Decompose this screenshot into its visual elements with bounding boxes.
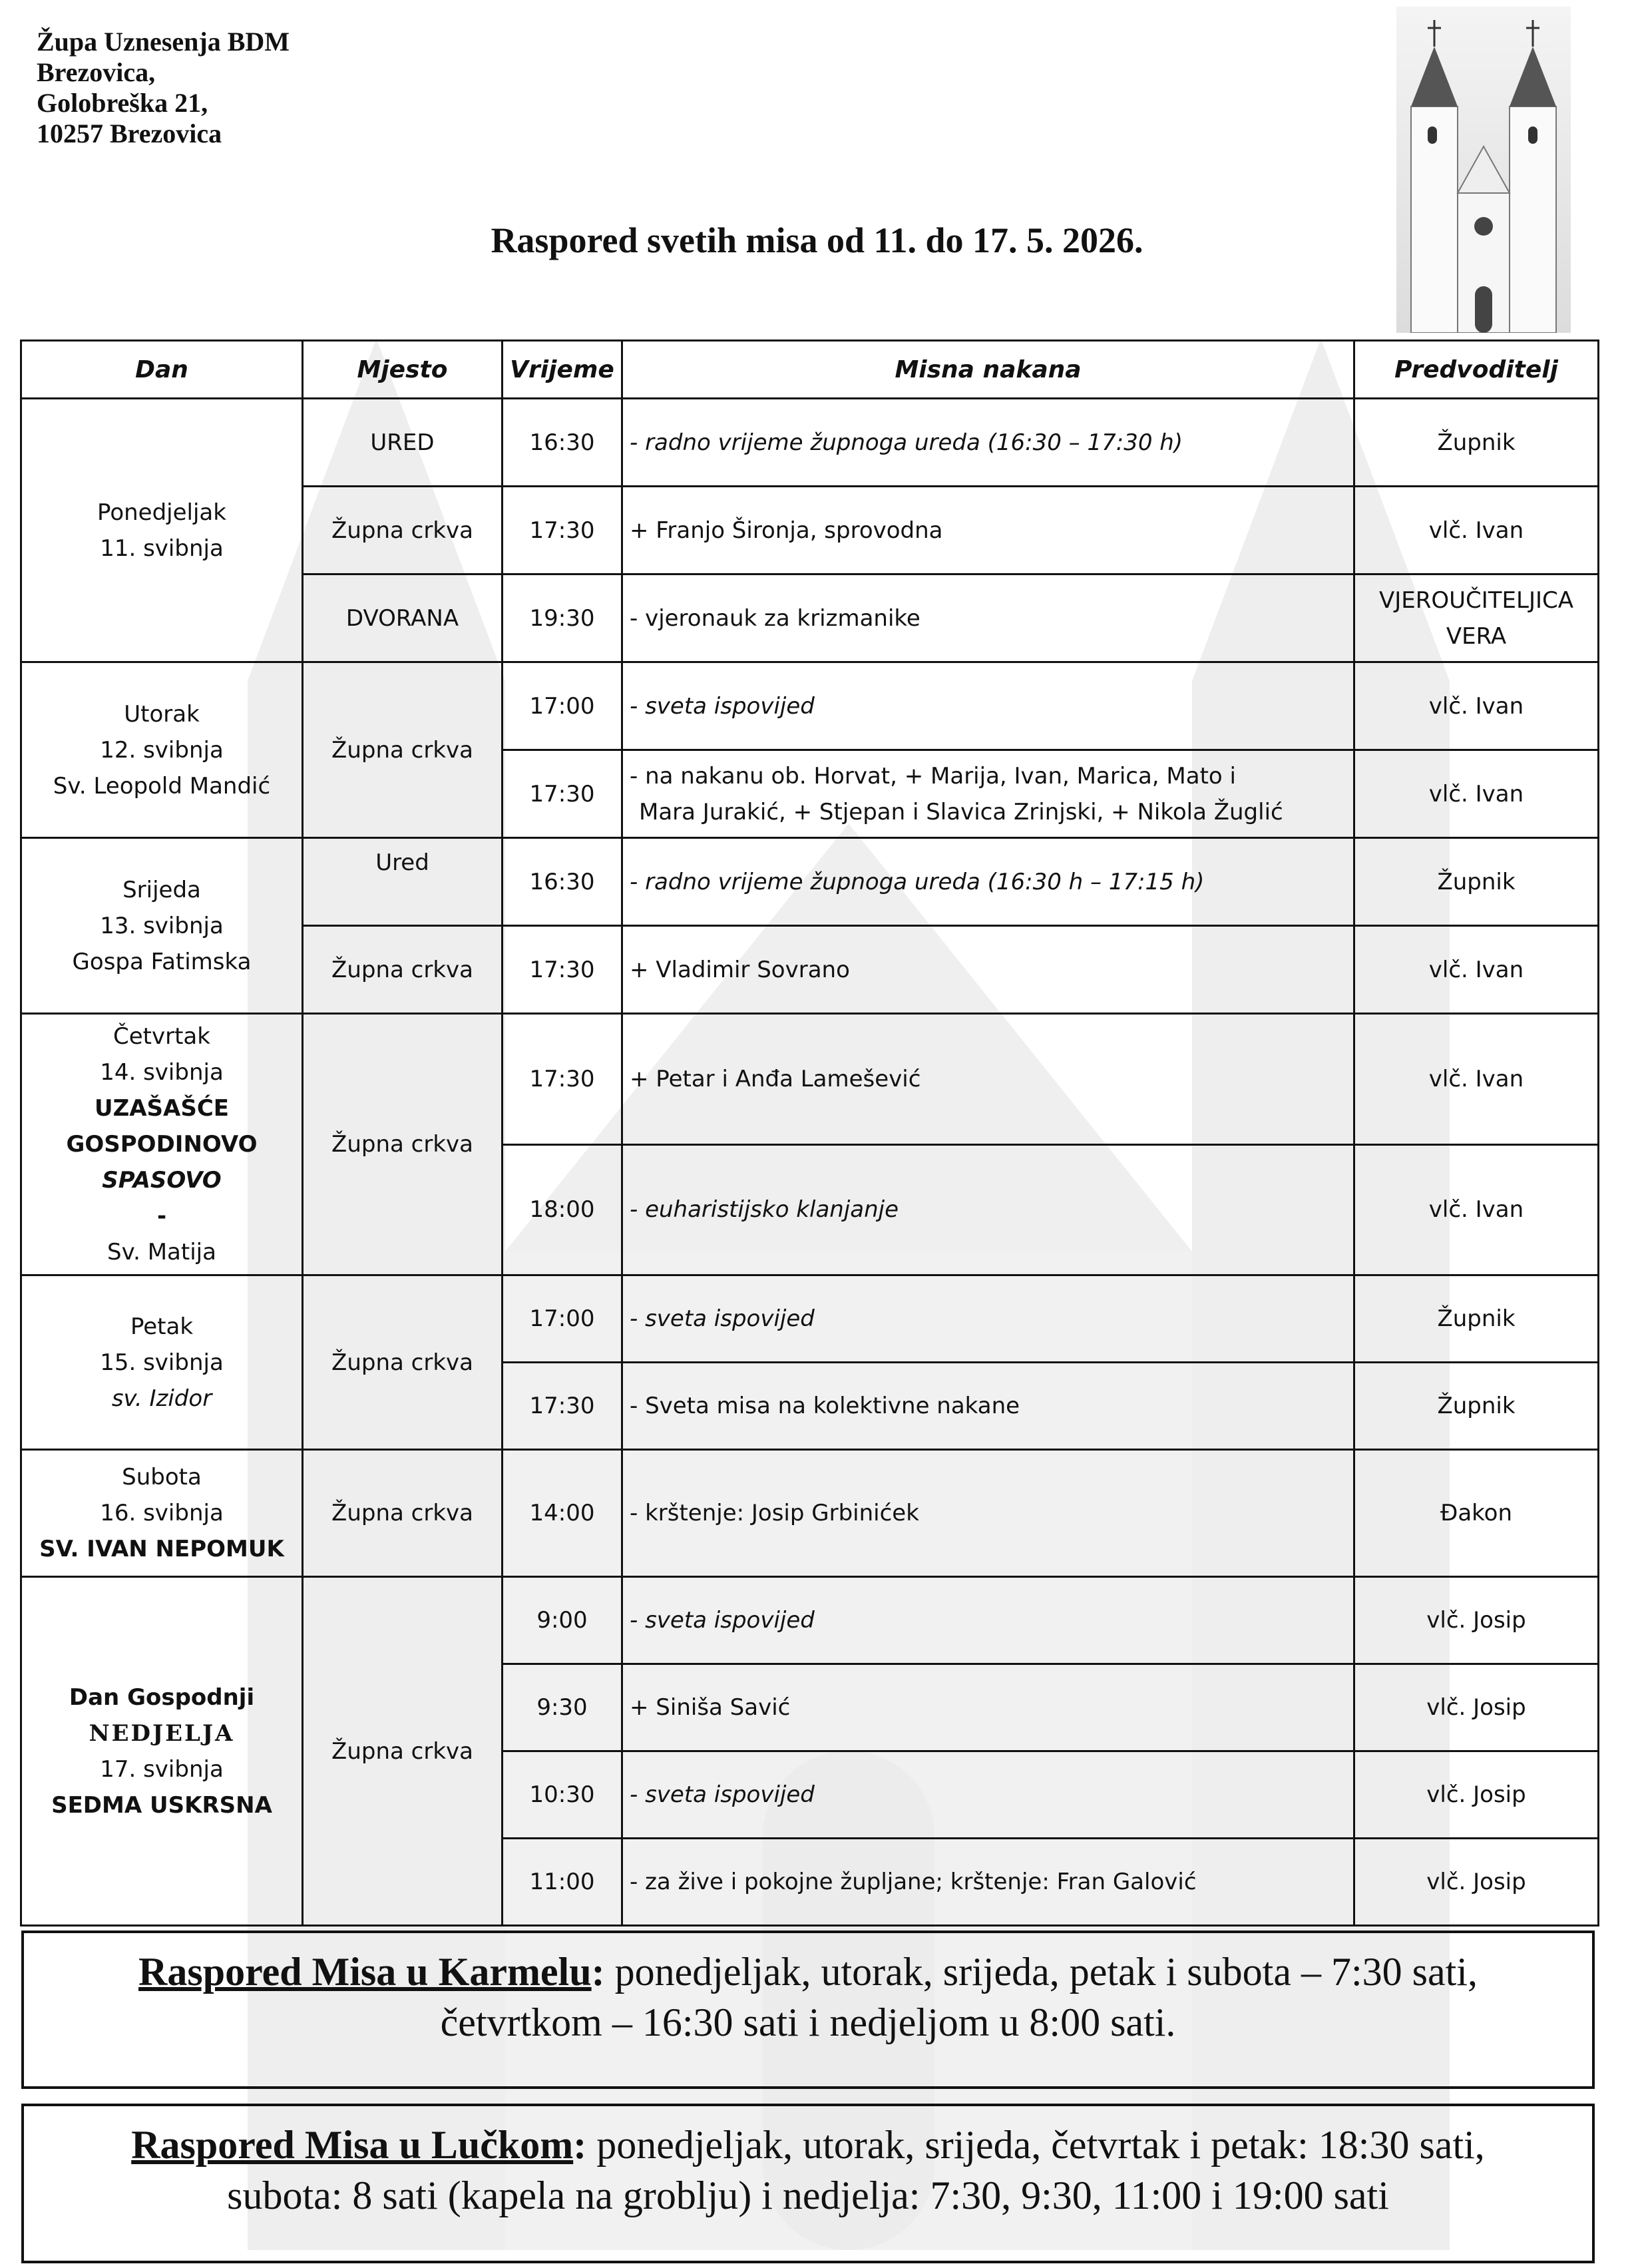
time-cell: 17:30 bbox=[503, 750, 622, 838]
intention-cell: + Vladimir Sovrano bbox=[622, 926, 1354, 1014]
feast-line: SPASOVO bbox=[102, 1167, 222, 1194]
leader-cell: vlč. Ivan bbox=[1354, 662, 1599, 750]
intention-cell: - sveta ispovijed bbox=[622, 1751, 1354, 1839]
leader-cell: vlč. Ivan bbox=[1354, 750, 1599, 838]
day-date: 14. svibnja bbox=[100, 1059, 224, 1086]
intention-cell: - vjeronauk za krizmanike bbox=[622, 574, 1354, 662]
lucko-line-1 bbox=[31, 2120, 1585, 2170]
intention-cell: - za žive i pokojne župljane; krštenje: Fran Galović bbox=[622, 1839, 1354, 1926]
intention-cell: + Petar i Anđa Lamešević bbox=[622, 1014, 1354, 1145]
leader-cell: vlč. Ivan bbox=[1354, 487, 1599, 574]
column-header-intention: Misna nakana bbox=[622, 341, 1354, 399]
column-header-day: Dan bbox=[21, 341, 303, 399]
time-cell: 17:30 bbox=[503, 487, 622, 574]
time-cell: 19:30 bbox=[503, 574, 622, 662]
day-saint: Sv. Matija bbox=[107, 1239, 216, 1265]
intention-cell: + Siniša Savić bbox=[622, 1664, 1354, 1751]
lucko-label: Raspored Misa u Lučkom bbox=[131, 2123, 574, 2167]
day-saint: Gospa Fatimska bbox=[72, 948, 252, 975]
leader-cell: vlč. Josip bbox=[1354, 1751, 1599, 1839]
leader-line: VERA bbox=[1446, 622, 1507, 650]
day-cell-tuesday bbox=[21, 662, 303, 838]
karmel-colon: : bbox=[591, 1950, 605, 1994]
place-cell: Župna crkva bbox=[303, 1275, 503, 1450]
intention-cell: - Sveta misa na kolektivne nakane bbox=[622, 1363, 1354, 1450]
table-row bbox=[21, 1450, 1599, 1577]
karmel-schedule-box bbox=[21, 1930, 1595, 2089]
day-saint: Sv. Leopold Mandić bbox=[53, 772, 271, 799]
leader-cell: Đakon bbox=[1354, 1450, 1599, 1577]
leader-cell bbox=[1354, 574, 1599, 662]
time-cell: 17:00 bbox=[503, 1275, 622, 1363]
karmel-line-2: četvrtkom – 16:30 sati i nedjeljom u 8:00 sati. bbox=[440, 2000, 1176, 2044]
time-cell: 17:30 bbox=[503, 926, 622, 1014]
day-name: NEDJELJA bbox=[89, 1719, 235, 1747]
leader-cell: vlč. Josip bbox=[1354, 1664, 1599, 1751]
karmel-label: Raspored Misa u Karmelu bbox=[138, 1950, 592, 1994]
leader-cell: Župnik bbox=[1354, 838, 1599, 926]
table-row bbox=[21, 662, 1599, 750]
day-date: 17. svibnja bbox=[100, 1755, 224, 1783]
leader-cell: Župnik bbox=[1354, 399, 1599, 487]
intention-cell: - sveta ispovijed bbox=[622, 1577, 1354, 1664]
lucko-schedule-box bbox=[21, 2104, 1595, 2263]
leader-cell: vlč. Ivan bbox=[1354, 1014, 1599, 1145]
day-cell-saturday bbox=[21, 1450, 303, 1577]
day-name: Ponedjeljak bbox=[97, 499, 226, 526]
address-line: Župa Uznesenja BDM bbox=[37, 27, 290, 57]
day-cell-friday bbox=[21, 1275, 303, 1450]
leader-cell: vlč. Josip bbox=[1354, 1839, 1599, 1926]
day-name: Četvrtak bbox=[113, 1023, 210, 1050]
place-cell: Župna crkva bbox=[303, 1450, 503, 1577]
column-header-leader: Predvoditelj bbox=[1354, 341, 1599, 399]
day-cell-sunday bbox=[21, 1577, 303, 1926]
time-cell: 14:00 bbox=[503, 1450, 622, 1577]
time-cell: 17:30 bbox=[503, 1363, 622, 1450]
intention-cell: - sveta ispovijed bbox=[622, 662, 1354, 750]
place-cell: Ured bbox=[303, 838, 503, 926]
sunday-label: Dan Gospodnji bbox=[69, 1684, 255, 1711]
karmel-line-1 bbox=[31, 1946, 1585, 1997]
lucko-colon: : bbox=[573, 2123, 587, 2167]
leader-line: VJEROUČITELJICA bbox=[1378, 586, 1574, 614]
time-cell: 17:00 bbox=[503, 662, 622, 750]
intention-cell bbox=[622, 750, 1354, 838]
leader-cell: vlč. Josip bbox=[1354, 1577, 1599, 1664]
day-cell-wednesday bbox=[21, 838, 303, 1014]
feast-line: SV. IVAN NEPOMUK bbox=[39, 1536, 284, 1562]
intention-line: - na nakanu ob. Horvat, + Marija, Ivan, Marica, Mato i bbox=[630, 762, 1236, 790]
table-row bbox=[21, 1577, 1599, 1664]
place-cell: URED bbox=[303, 399, 503, 487]
intention-cell: - radno vrijeme župnoga ureda (16:30 – 17:30 h) bbox=[622, 399, 1354, 487]
mass-schedule-table bbox=[20, 340, 1599, 1927]
intention-cell: - radno vrijeme župnoga ureda (16:30 h – 17:15 h) bbox=[622, 838, 1354, 926]
intention-cell: - krštenje: Josip Grbinićek bbox=[622, 1450, 1354, 1577]
feast-line: GOSPODINOVO bbox=[66, 1131, 258, 1158]
address-line: Golobreška 21, bbox=[37, 88, 208, 118]
parish-address bbox=[37, 27, 290, 149]
leader-cell: Župnik bbox=[1354, 1363, 1599, 1450]
karmel-text: ponedjeljak, utorak, srijeda, petak i subota – 7:30 sati, bbox=[604, 1950, 1478, 1994]
intention-line: Mara Jurakić, + Stjepan i Slavica Zrinjski, + Nikola Žuglić bbox=[639, 798, 1283, 825]
time-cell: 11:00 bbox=[503, 1839, 622, 1926]
day-date: 16. svibnja bbox=[100, 1500, 224, 1526]
feast-line: SEDMA USKRSNA bbox=[51, 1791, 272, 1819]
day-date: 11. svibnja bbox=[100, 535, 224, 562]
place-cell: Župna crkva bbox=[303, 487, 503, 574]
day-date: 13. svibnja bbox=[100, 912, 224, 939]
table-row bbox=[21, 1275, 1599, 1363]
column-header-place: Mjesto bbox=[303, 341, 503, 399]
day-cell-thursday bbox=[21, 1014, 303, 1275]
day-name: Petak bbox=[130, 1313, 194, 1340]
time-cell: 18:00 bbox=[503, 1144, 622, 1275]
day-name: Utorak bbox=[124, 700, 200, 728]
table-row bbox=[21, 838, 1599, 926]
church-image bbox=[1396, 7, 1571, 333]
day-cell-monday bbox=[21, 399, 303, 662]
place-cell: Župna crkva bbox=[303, 926, 503, 1014]
leader-cell: Župnik bbox=[1354, 1275, 1599, 1363]
time-cell: 9:00 bbox=[503, 1577, 622, 1664]
time-cell: 10:30 bbox=[503, 1751, 622, 1839]
feast-line: UZAŠAŠĆE bbox=[94, 1095, 230, 1122]
intention-cell: - euharistijsko klanjanje bbox=[622, 1144, 1354, 1275]
lucko-text: ponedjeljak, utorak, srijeda, četvrtak i petak: 18:30 sati, bbox=[586, 2123, 1485, 2167]
day-name: Subota bbox=[122, 1464, 202, 1490]
time-cell: 9:30 bbox=[503, 1664, 622, 1751]
time-cell: 16:30 bbox=[503, 838, 622, 926]
page-title: Raspored svetih misa od 11. do 17. 5. 2026. bbox=[491, 220, 1143, 260]
table-row bbox=[21, 399, 1599, 487]
address-line: 10257 Brezovica bbox=[37, 118, 222, 148]
day-name: Srijeda bbox=[122, 876, 201, 903]
day-date: 12. svibnja bbox=[100, 736, 224, 764]
leader-cell: vlč. Ivan bbox=[1354, 926, 1599, 1014]
address-line: Brezovica, bbox=[37, 57, 156, 87]
feast-dash: - bbox=[156, 1203, 167, 1230]
table-header-row bbox=[21, 341, 1599, 399]
column-header-time: Vrijeme bbox=[503, 341, 622, 399]
intention-cell: - sveta ispovijed bbox=[622, 1275, 1354, 1363]
time-cell: 16:30 bbox=[503, 399, 622, 487]
place-cell: Župna crkva bbox=[303, 1577, 503, 1926]
place-cell: Župna crkva bbox=[303, 662, 503, 838]
place-cell: DVORANA bbox=[303, 574, 503, 662]
leader-cell: vlč. Ivan bbox=[1354, 1144, 1599, 1275]
table-row bbox=[21, 1014, 1599, 1145]
time-cell: 17:30 bbox=[503, 1014, 622, 1145]
lucko-line-2: subota: 8 sati (kapela na groblju) i nedjelja: 7:30, 9:30, 11:00 i 19:00 sati bbox=[227, 2173, 1389, 2217]
intention-cell: + Franjo Šironja, sprovodna bbox=[622, 487, 1354, 574]
day-date: 15. svibnja bbox=[100, 1349, 224, 1376]
day-saint: sv. Izidor bbox=[111, 1385, 212, 1412]
place-cell: Župna crkva bbox=[303, 1014, 503, 1275]
